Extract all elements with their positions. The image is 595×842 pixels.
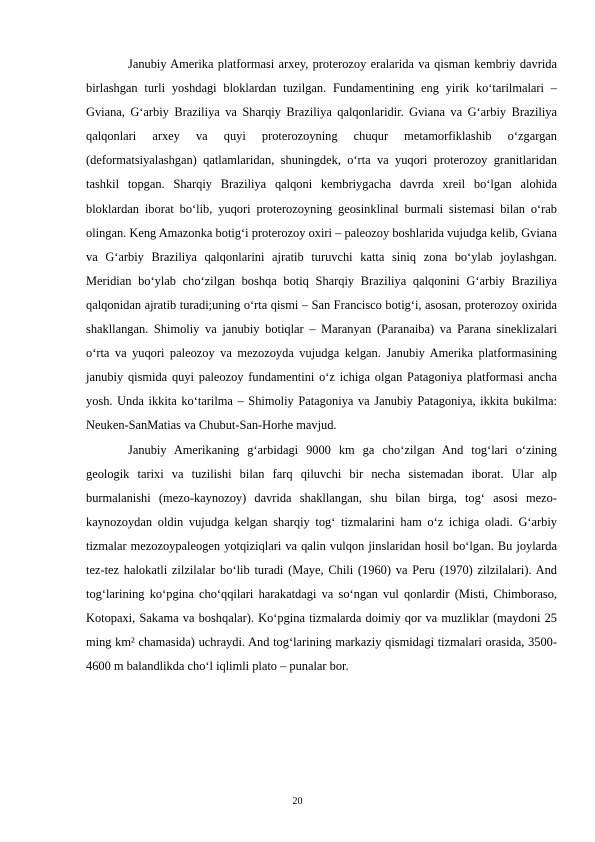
page-number: 20 xyxy=(292,796,303,807)
paragraph-platform: Janubiy Amerika platformasi arxey, proterozoy eralarida va qisman kembriy davrida birlashgan turli yoshdagi bloklardan tuzilgan. Fundamentining eng yirik koʻtarilmalari – Gviana, Gʻarbiy Braziliya va Sharqiy Braziliya qalqonlaridir. Gviana va Gʻarbiy Braziliya qalqonlari arxey va quyi proterozoyning chuqur metamorfiklashib oʻzgargan (deformatsiyalashgan) qatlamlaridan, shuningdek, oʻrta va yuqori proterozoy granitlaridan tashkil topgan. Sharqiy Braziliya qalqoni kembriygacha davrda xreil boʻlgan alohida bloklardan iborat boʻlib, yuqori proterozoyning geosinklinal burmali sistemasi bilan oʻrab olingan. Keng Amazonka botigʻi proterozoy oxiri – paleozoy boshlarida vujudga kelib, Gviana va Gʻarbiy Braziliya qalqonlarini ajratib turuvchi katta siniq zona boʻylab joylashgan. Meridian boʻylab choʻzilgan boshqa botiq Sharqiy Braziliya qalqonini Gʻarbiy Braziliya qalqonidan ajratib turadi;uning oʻrta qismi – San Francisco botigʻi, asosan, proterozoy oxirida shakllangan. Shimoliy va janubiy botiqlar – Maranyan (Paranaiba) va Parana sineklizalari oʻrta va yuqori paleozoy va mezozoyda vujudga kelgan. Janubiy Amerika platformasining janubiy qismida quyi paleozoy fundamentini oʻz ichiga olgan Patagoniya platformasi ancha yosh. Unda ikkita koʻtarilma – Shimoliy Patagoniya va Janubiy Patagoniya, ikkita bukilma: Neuken-SanMatias va Chubut-San-Horhe mavjud. xyxy=(86,57,557,433)
document-body xyxy=(86,52,557,678)
paragraph-andes: Janubiy Amerikaning gʻarbidagi 9000 km ga choʻzilgan And togʻlari oʻzining geologik tarixi va tuzilishi bilan farq qiluvchi bir necha sistemadan iborat. Ular alp burmalanishi (mezo-kaynozoy) davrida shakllangan, shu bilan birga, togʻ asosi mezo-kaynozoydan oldin vujudga kelgan sharqiy togʻ tizmalarini ham oʻz ichiga oladi. Gʻarbiy tizmalar mezozoypaleogen yotqiziqlari va qalin vulqon jinslaridan hosil boʻlgan. Bu joylarda tez-tez halokatli zilzilalar boʻlib turadi (Maye, Chili (1960) va Peru (1970) zilzilalari). And togʻlarining koʻpgina choʻqqilari harakatdagi va soʻngan vul qonlardir (Misti, Chimboraso, Kotopaxi, Sakama va boshqalar). Koʻpgina tizmalarda doimiy qor va muzliklar (maydoni 25 ming km² chamasida) uchraydi. And togʻlarining markaziy qismidagi tizmalari orasida, 3500-4600 m balandlikda choʻl iqlimli plato – punalar bor. xyxy=(86,442,557,674)
